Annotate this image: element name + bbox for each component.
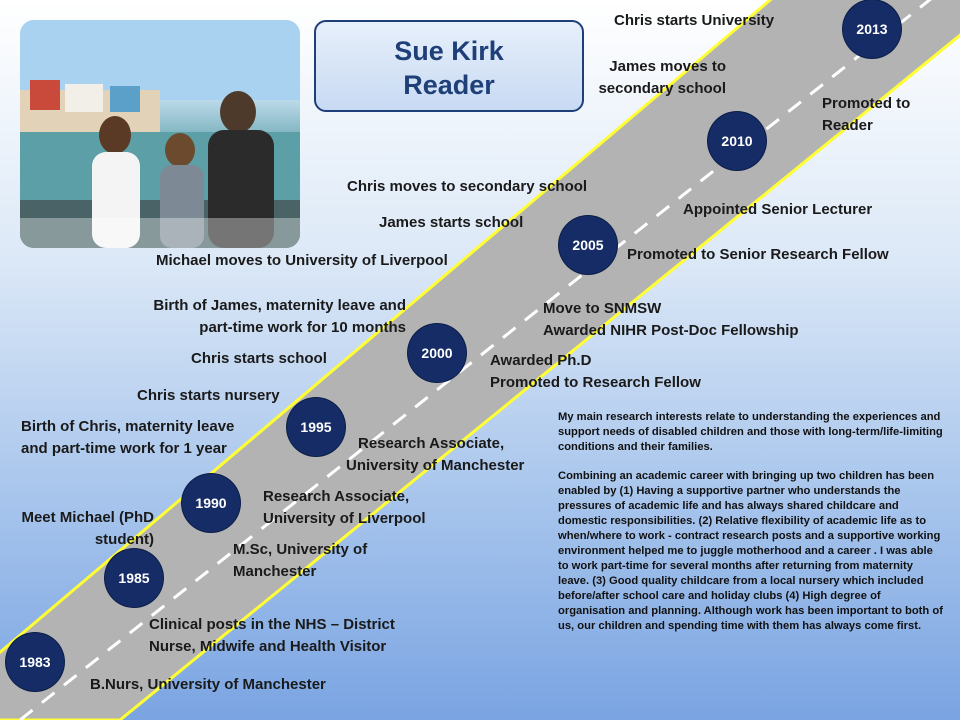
event-bnurs: B.Nurs, University of Manchester — [90, 676, 326, 693]
event-line: Promoted to — [822, 95, 911, 112]
event-line: Meet Michael (PhD — [21, 509, 154, 526]
event-nhs — [149, 614, 395, 658]
event-line: Clinical posts in the NHS – District — [149, 616, 395, 633]
event-birth-james — [128, 295, 406, 339]
event-line: University of Liverpool — [263, 510, 426, 527]
event-line: Research Associate, — [358, 435, 505, 452]
event-line: Manchester — [233, 563, 317, 580]
event-line: Reader — [822, 117, 873, 134]
event-snmsw-nihr — [543, 298, 799, 342]
year-2005: 2005 — [559, 216, 617, 274]
event-line: Move to SNMSW — [543, 300, 662, 317]
event-chris-university: Chris starts University — [614, 12, 775, 29]
year-2013: 2013 — [843, 0, 901, 58]
event-line: Awarded Ph.D — [490, 352, 592, 369]
event-line: M.Sc, University of — [233, 541, 368, 558]
event-line: University of Manchester — [346, 457, 525, 474]
year-1985: 1985 — [105, 549, 163, 607]
event-line: Research Associate, — [263, 488, 410, 505]
year-2000: 2000 — [408, 324, 466, 382]
event-line: Birth of Chris, maternity leave — [21, 418, 235, 435]
event-msc — [233, 539, 367, 583]
event-michael-liverpool: Michael moves to University of Liverpool — [156, 252, 448, 269]
role-title: Reader — [403, 70, 495, 100]
event-line: part-time work for 10 months — [199, 319, 406, 336]
event-ra-manchester — [346, 433, 524, 477]
event-promoted-srf: Promoted to Senior Research Fellow — [627, 246, 889, 263]
event-chris-secondary: Chris moves to secondary school — [347, 178, 588, 195]
event-line: Awarded NIHR Post-Doc Fellowship — [543, 322, 799, 339]
event-james-school: James starts school — [379, 214, 524, 231]
event-line: James moves to — [609, 58, 726, 75]
event-chris-nursery: Chris starts nursery — [137, 387, 280, 404]
year-1983: 1983 — [6, 633, 64, 691]
event-appointed-senior: Appointed Senior Lecturer — [683, 201, 873, 218]
event-chris-school: Chris starts school — [191, 350, 327, 367]
event-meet-michael — [0, 507, 154, 551]
event-james-secondary — [592, 56, 726, 100]
year-1995: 1995 — [287, 398, 345, 456]
event-line: Nurse, Midwife and Health Visitor — [149, 638, 387, 655]
event-line: Birth of James, maternity leave and — [153, 297, 406, 314]
summary-paragraph-1: My main research interests relate to understanding the experiences and support needs of disabled children and those with long-term/life-limiting conditions and their families. — [558, 411, 943, 453]
event-line: secondary school — [598, 80, 726, 97]
event-line: student) — [94, 531, 154, 548]
event-line: and part-time work for 1 year — [21, 440, 227, 457]
year-2010: 2010 — [708, 112, 766, 170]
event-line: Promoted to Research Fellow — [490, 374, 701, 391]
research-summary — [558, 410, 946, 648]
event-ra-liverpool — [263, 486, 426, 530]
name-title: Sue Kirk — [394, 36, 504, 66]
family-photo — [20, 20, 300, 248]
event-promoted-reader — [822, 93, 910, 137]
family-photo-icon — [20, 20, 300, 248]
title-box — [314, 20, 584, 112]
event-phd-rf — [490, 350, 701, 394]
year-1990: 1990 — [182, 474, 240, 532]
event-birth-chris — [21, 416, 234, 460]
summary-paragraph-2: Combining an academic career with bringing up two children has been enabled by (1) Having a supportive partner who understands the pressures of academic life and has always shared childcare and domestic responsibilities. (2) Relative flexibility of academic life as to when/where to work - contract research posts and a supportive working environment helped me to juggle motherhood and a career . I was able to work part-time for several months after returning from maternity leave. (3) Good quality childcare from a local nursery which included before/after school care and holiday clubs (4) High degree of organisation and planning. Although work has been important to both of us, our children and spending time with them has always come first. — [558, 470, 943, 632]
